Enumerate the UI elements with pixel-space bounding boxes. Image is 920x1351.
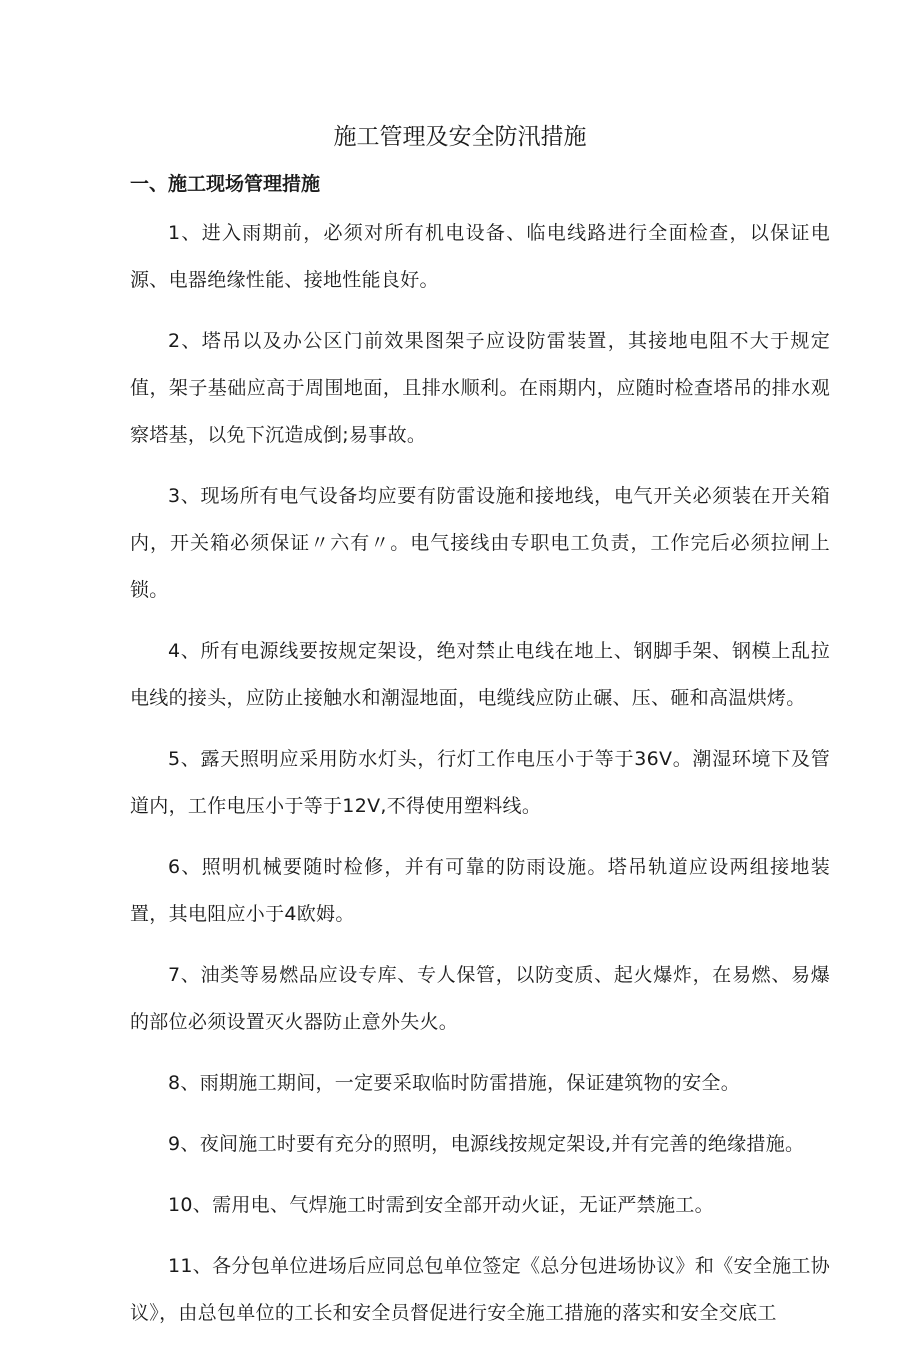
section-heading: 一、施工现场管理措施 [130, 173, 321, 195]
paragraph-7: 7、油类等易燃品应设专库、专人保管，以防变质、起火爆炸，在易燃、易爆的部位必须设置灭火器防止意外失火。 [130, 964, 830, 1033]
paragraph-4: 4、所有电源线要按规定架设，绝对禁止电线在地上、钢脚手架、钢模上乱拉电线的接头，应防止接触水和潮湿地面，电缆线应防止碾、压、砸和高温烘烤。 [130, 640, 830, 709]
document-body [130, 210, 830, 1351]
paragraph-3: 3、现场所有电气设备均应要有防雷设施和接地线，电气开关必须装在开关箱内，开关箱必须保证〃六有〃。电气接线由专职电工负责，工作完后必须拉闸上锁。 [130, 485, 830, 601]
paragraph-5: 5、露天照明应采用防水灯头，行灯工作电压小于等于36V。潮湿环境下及管道内，工作电压小于等于12V,不得使用塑料线。 [130, 748, 830, 817]
paragraph-2: 2、塔吊以及办公区门前效果图架子应设防雷装置，其接地电阻不大于规定值，架子基础应高于周围地面，且排水顺利。在雨期内，应随时检查塔吊的排水观察塔基，以免下沉造成倒;易事故。 [130, 330, 830, 446]
paragraph-1: 1、进入雨期前，必须对所有机电设备、临电线路进行全面检查，以保证电源、电器绝缘性能、接地性能良好。 [130, 222, 830, 291]
paragraph-8: 8、雨期施工期间，一定要采取临时防雷措施，保证建筑物的安全。 [168, 1072, 741, 1094]
document-title: 施工管理及安全防汛措施 [333, 124, 587, 150]
paragraph-11: 11、各分包单位进场后应同总包单位签定《总分包进场协议》和《安全施工协议》，由总包单位的工长和安全员督促进行安全施工措施的落实和安全交底工 [130, 1255, 830, 1324]
paragraph-6: 6、照明机械要随时检修，并有可靠的防雨设施。塔吊轨道应设两组接地装置，其电阻应小于4欧姆。 [130, 856, 830, 925]
paragraph-10: 10、需用电、气焊施工时需到安全部开动火证，无证严禁施工。 [168, 1194, 714, 1216]
paragraph-9: 9、夜间施工时要有充分的照明，电源线按规定架设,并有完善的绝缘措施。 [168, 1133, 805, 1155]
